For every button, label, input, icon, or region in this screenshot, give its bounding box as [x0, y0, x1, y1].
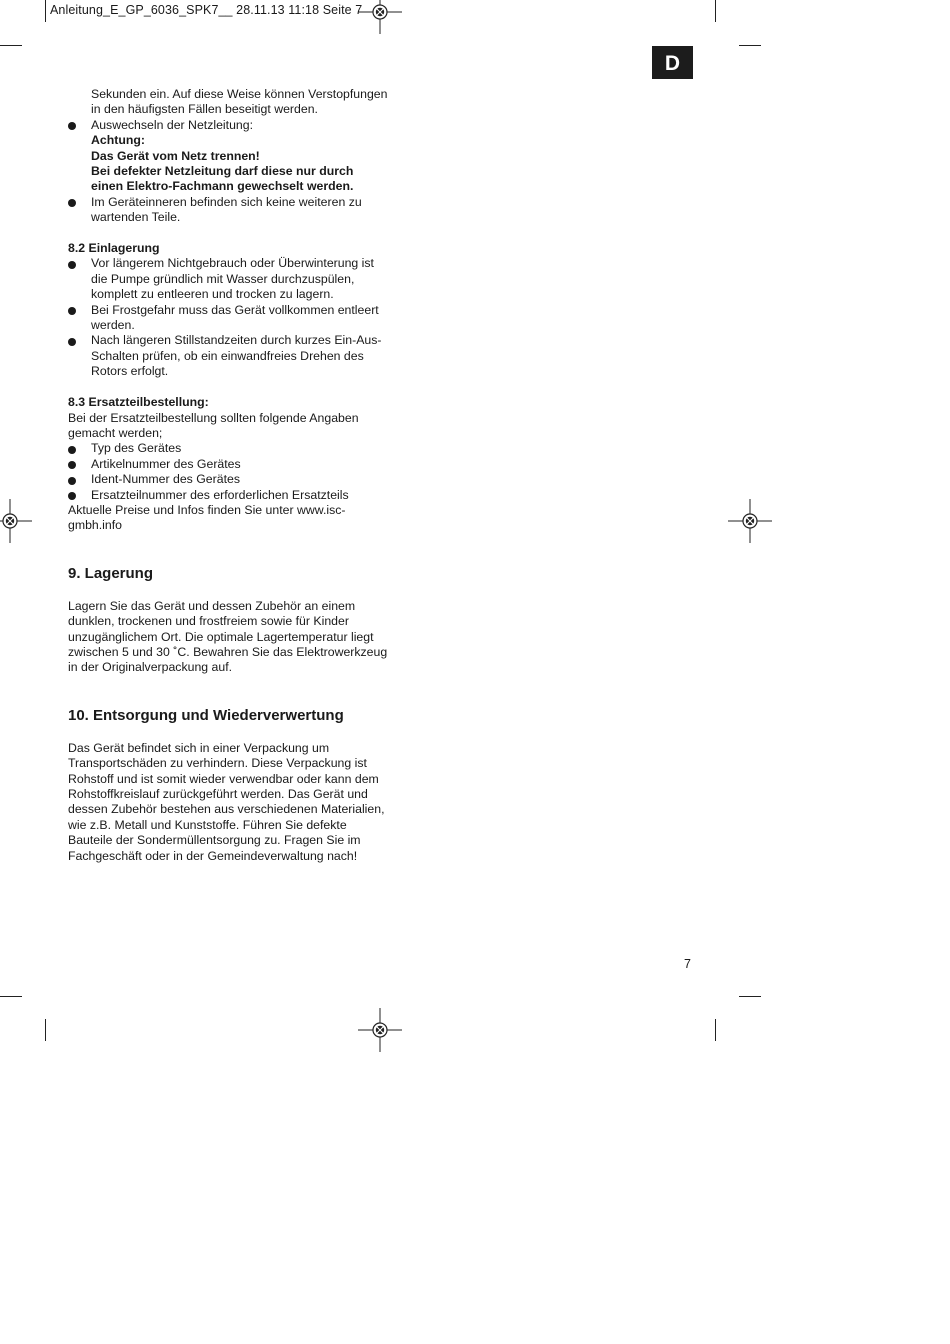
list-item: Im Geräteinneren befinden sich keine weiteren zu wartenden Teile.	[68, 195, 388, 226]
section-heading-10: 10. Entsorgung und Wiederverwertung	[68, 706, 344, 724]
list-item: Typ des Gerätes	[68, 441, 388, 456]
warning-line: Bei defekter Netzleitung darf diese nur durch einen Elektro-Fachmann gewechselt werden.	[91, 164, 354, 194]
crop-mark	[45, 1019, 46, 1041]
spare-parts-intro: Bei der Ersatzteilbestellung sollten folgende Angaben gemacht werden;	[68, 410, 359, 440]
warning-line: Achtung:	[91, 133, 145, 148]
page-number: 7	[684, 957, 691, 971]
crop-mark	[0, 45, 22, 46]
list-item	[68, 118, 388, 195]
list-item: Nach längeren Stillstandzeiten durch kurzes Ein-Aus-Schalten prüfen, ob ein einwandfreies Drehen des Rotors erfolgt.	[68, 333, 388, 379]
crop-mark	[715, 1019, 716, 1041]
crop-mark	[715, 0, 716, 22]
maintenance-continued-text: Sekunden ein. Auf diese Weise können Verstopfungen in den häufigsten Fällen beseitigt werden.	[91, 87, 388, 117]
section-heading-8-3: 8.3 Ersatzteilbestellung:	[68, 395, 209, 410]
list-item: Ident-Nummer des Gerätes	[68, 472, 388, 487]
bullet-cable-text: Auswechseln der Netzleitung:	[91, 117, 253, 132]
crop-mark	[0, 996, 22, 997]
list-item: Vor längerem Nichtgebrauch oder Überwinterung ist die Pumpe gründlich mit Wasser durchzuspülen, komplett zu entleeren und trocken zu lagern.	[68, 256, 388, 302]
text-column	[68, 87, 388, 864]
crop-mark	[739, 45, 761, 46]
section-heading-9: 9. Lagerung	[68, 564, 154, 582]
warning-line: Das Gerät vom Netz trennen!	[91, 148, 260, 163]
list-item: Bei Frostgefahr muss das Gerät vollkommen entleert werden.	[68, 303, 388, 334]
section-heading-8-2: 8.2 Einlagerung	[68, 241, 160, 256]
registration-crosshair-icon	[0, 499, 32, 543]
language-tab: D	[652, 46, 693, 79]
print-header: Anleitung_E_GP_6036_SPK7__ 28.11.13 11:18 Seite 7	[50, 3, 363, 17]
crop-mark	[739, 996, 761, 997]
registration-crosshair-icon	[358, 1008, 402, 1052]
section-10-text: Das Gerät befindet sich in einer Verpackung um Transportschäden zu verhindern. Diese Verpackung ist Rohstoff und ist somit wieder verwendbar oder kann dem Rohstoffkreislauf zurückgeführt werden. Das Gerät und dessen Zubehör bestehen aus verschiedenen Materialien, wie z.B. Metall und Kunststoffe. Führen Sie defekte Bauteile der Sondermüllentsorgung zu. Fragen Sie im Fachgeschäft oder in der Gemeindeverwaltung nach!	[68, 740, 385, 863]
list-item: Artikelnummer des Gerätes	[68, 457, 388, 472]
section-9-text: Lagern Sie das Gerät und dessen Zubehör an einem dunklen, trockenen und frostfreiem sowie für Kinder unzugänglichem Ort. Die optimale Lagertemperatur liegt zwischen 5 und 30 ˚C. Bewahren Sie das Elektrowerkzeug in der Originalverpackung auf.	[68, 598, 388, 675]
list-item: Ersatzteilnummer des erforderlichen Ersatzteils	[68, 488, 388, 503]
crop-mark	[45, 0, 46, 22]
registration-crosshair-icon	[358, 0, 402, 34]
registration-crosshair-icon	[728, 499, 772, 543]
spare-parts-outro: Aktuelle Preise und Infos finden Sie unter www.isc-gmbh.info	[68, 502, 346, 533]
